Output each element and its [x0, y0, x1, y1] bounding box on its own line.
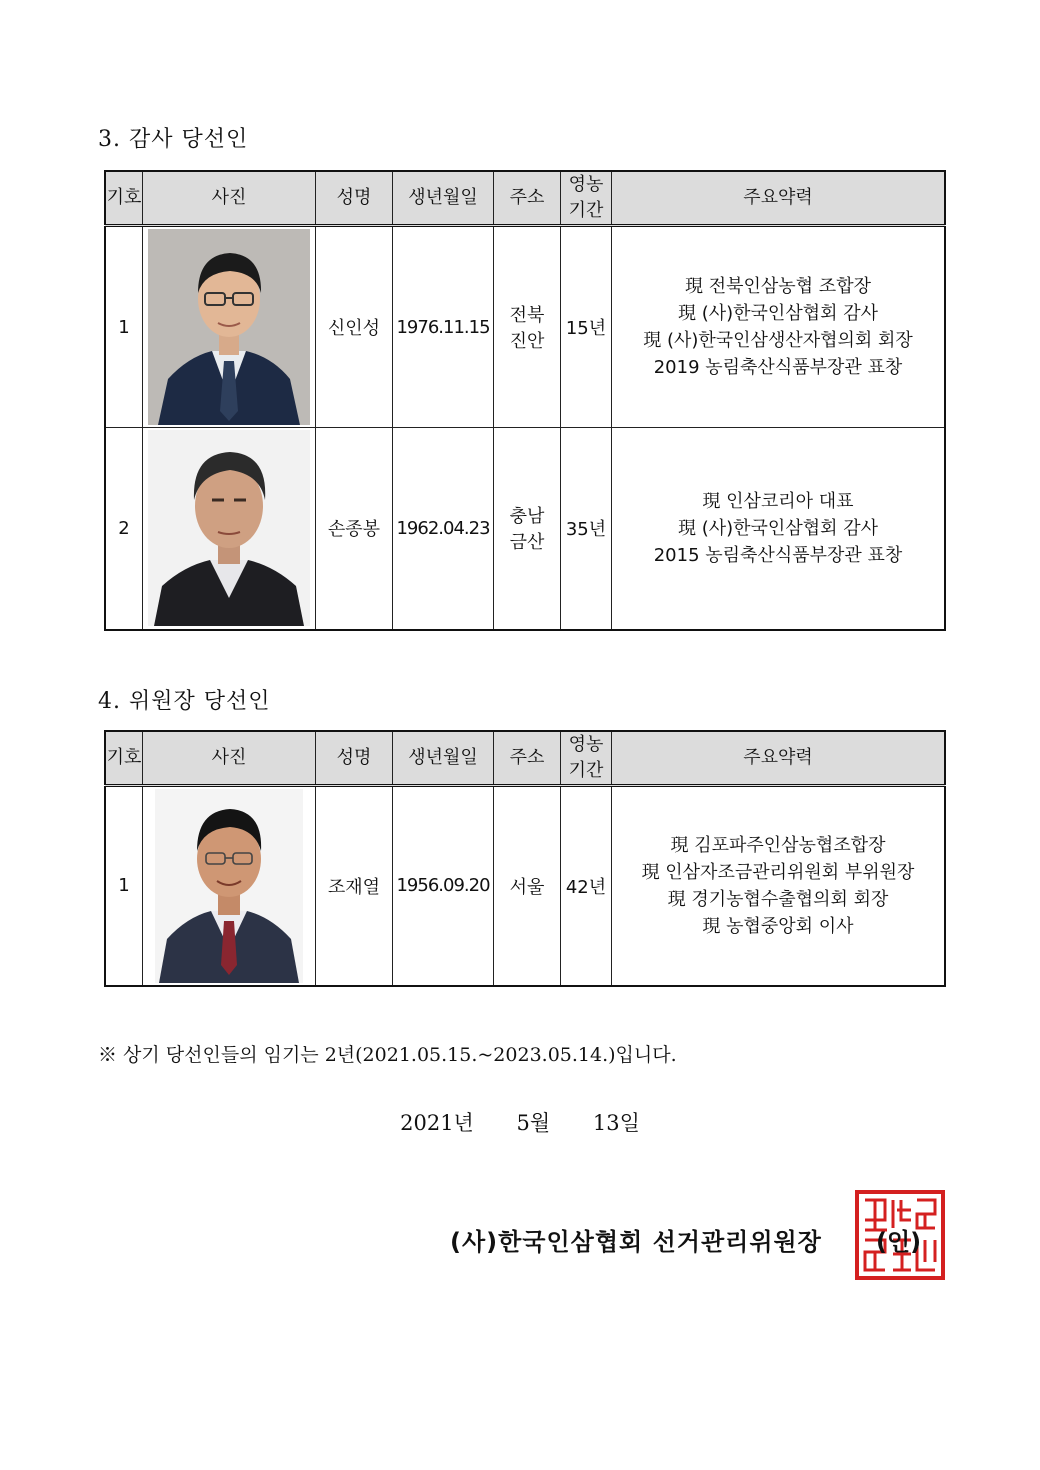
header-address: 주소	[494, 171, 561, 226]
header-farming-years: 영농기간	[561, 171, 612, 226]
address-province: 충남	[509, 506, 545, 528]
candidate-birthdate: 1956.09.20	[393, 786, 494, 986]
document-date	[0, 1107, 1040, 1137]
header-photo: 사진	[143, 731, 316, 786]
auditor-table	[104, 170, 946, 631]
header-birth: 생년월일	[393, 731, 494, 786]
candidate-career	[612, 226, 946, 428]
table-row	[105, 226, 945, 428]
candidate-birthdate: 1962.04.23	[393, 428, 494, 630]
candidate-career	[612, 786, 946, 986]
candidate-photo	[148, 430, 310, 626]
header-no: 기호	[105, 171, 143, 226]
header-career: 주요약력	[612, 731, 946, 786]
date-month: 5월	[516, 1111, 551, 1135]
date-year: 2021년	[400, 1111, 474, 1135]
candidate-photo-cell	[143, 786, 316, 986]
header-farming-years: 영농기간	[561, 731, 612, 786]
header-address: 주소	[494, 731, 561, 786]
table-row	[105, 428, 945, 630]
header-photo: 사진	[143, 171, 316, 226]
candidate-name: 신인성	[316, 226, 393, 428]
candidate-photo	[148, 229, 310, 425]
career-line: 2019 농림축산식품부장관 표창	[653, 357, 903, 378]
candidate-address	[494, 226, 561, 428]
address-county: 진안	[509, 331, 545, 352]
chairperson-table	[104, 730, 946, 987]
candidate-photo-cell	[143, 428, 316, 630]
date-day: 13일	[592, 1111, 640, 1135]
candidate-photo	[155, 789, 303, 983]
candidate-name: 조재열	[316, 786, 393, 986]
header-birth: 생년월일	[393, 171, 494, 226]
candidate-no: 1	[105, 786, 143, 986]
header-career: 주요약력	[612, 171, 946, 226]
signer-title: (사)한국인삼협회 선거관리위원장	[450, 1228, 822, 1256]
career-line: 現 (사)한국인삼협회 감사	[678, 517, 878, 539]
header-name: 성명	[316, 731, 393, 786]
candidate-farming-years: 15년	[561, 226, 612, 428]
address-county: 금산	[509, 532, 545, 554]
candidate-birthdate: 1976.11.15	[393, 226, 494, 428]
section-title-chairperson: 4. 위원장 당선인	[98, 689, 271, 714]
career-line: 2015 농림축산식품부장관 표창	[653, 544, 903, 566]
header-no: 기호	[105, 731, 143, 786]
address-province: 전북	[509, 305, 545, 326]
table-header-row	[105, 731, 945, 786]
career-line: 現 경기농협수출협의회 회장	[667, 888, 889, 910]
candidate-career	[612, 428, 946, 630]
candidate-name: 손종봉	[316, 428, 393, 630]
term-note: ※ 상기 당선인들의 임기는 2년(2021.05.15.~2023.05.14.)입니다.	[98, 1044, 677, 1066]
career-line: 現 (사)한국인삼협회 감사	[678, 303, 878, 324]
table-header-row	[105, 171, 945, 226]
career-line: 現 인삼자조금관리위원회 부위원장	[641, 861, 915, 883]
career-line: 現 농협중앙회 이사	[702, 915, 854, 937]
candidate-no: 2	[105, 428, 143, 630]
table-row	[105, 786, 945, 986]
candidate-photo-cell	[143, 226, 316, 428]
candidate-address	[494, 428, 561, 630]
career-line: 現 김포파주인삼농협조합장	[670, 834, 886, 856]
header-name: 성명	[316, 171, 393, 226]
candidate-address: 서울	[494, 786, 561, 986]
candidate-farming-years: 35년	[561, 428, 612, 630]
candidate-farming-years: 42년	[561, 786, 612, 986]
candidate-no: 1	[105, 226, 143, 428]
section-title-auditor: 3. 감사 당선인	[98, 127, 249, 152]
career-line: 現 (사)한국인삼생산자협의회 회장	[643, 330, 913, 351]
seal-mark: (인)	[876, 1228, 922, 1256]
career-line: 現 인삼코리아 대표	[702, 490, 854, 512]
career-line: 現 전북인삼농협 조합장	[685, 276, 871, 297]
